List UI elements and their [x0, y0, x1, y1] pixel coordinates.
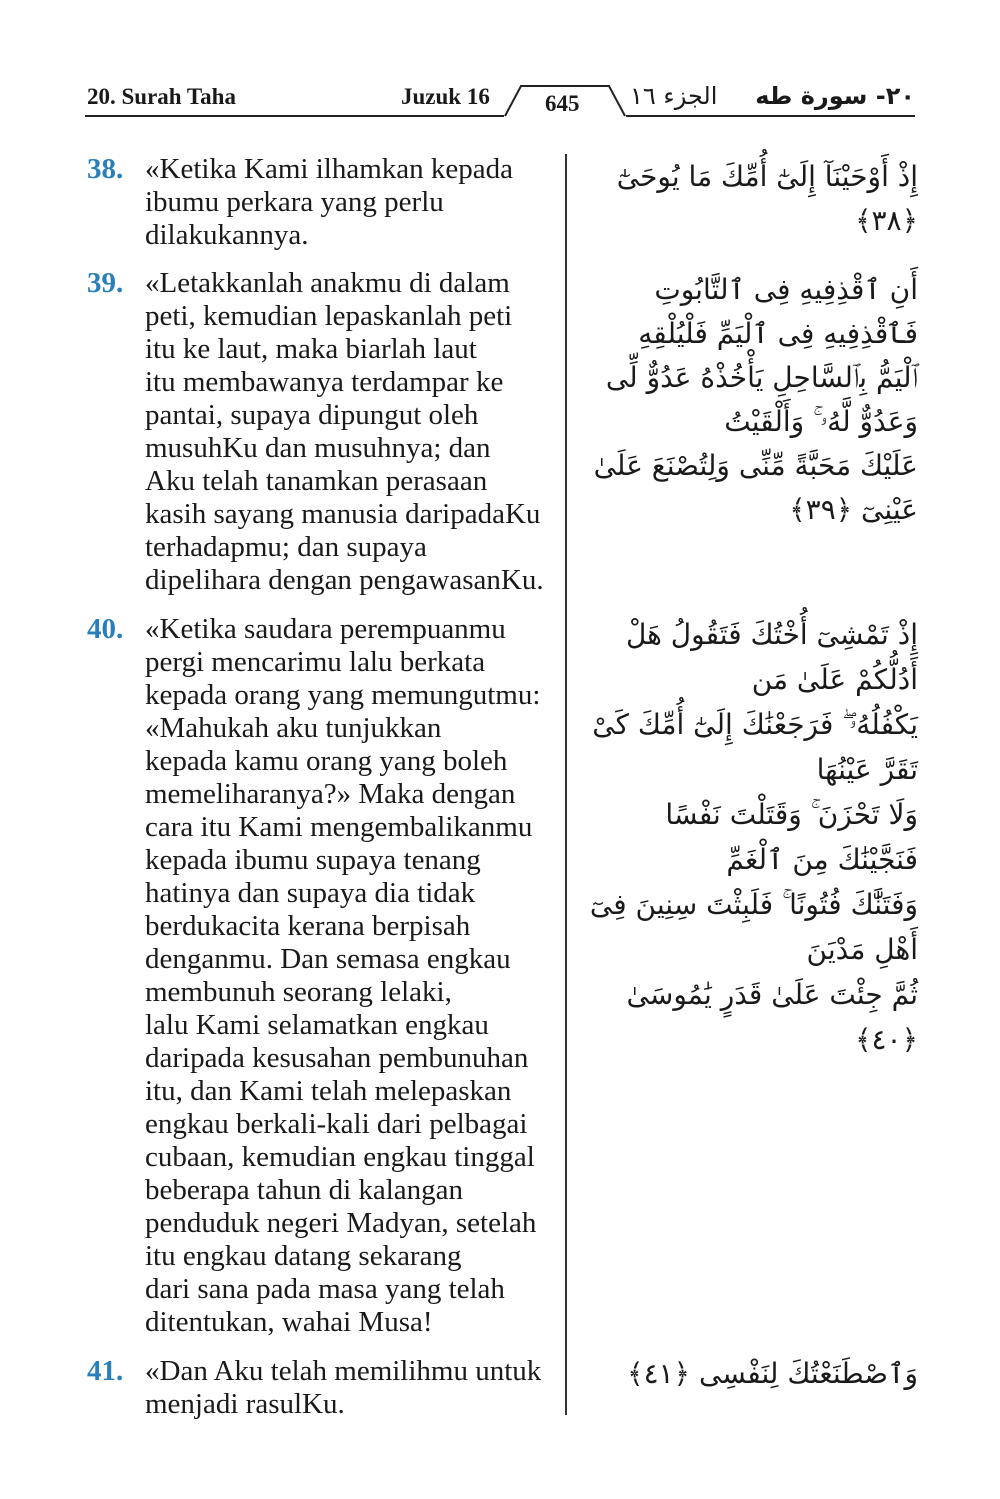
verse-translation: «Letakkanlah anakmu di dalam peti, kemudian lepaskanlah peti itu ke laut, maka biarlah laut itu membawanya terdampar ke pantai, supaya dipungut oleh musuhKu dan musuhnya; dan Aku telah tanamkan perasaan kasih sayang manusia daripadaKu terhadapmu; dan supaya dipelihara dengan pengawasanKu.	[145, 267, 544, 596]
header-surah-arabic: ٢٠- سورة طه	[755, 82, 915, 110]
verse-translation: «Ketika Kami ilhamkan kepada ibumu perkara yang perlu dilakukannya.	[145, 153, 514, 251]
column-divider	[565, 154, 567, 1415]
header-rule-left	[85, 115, 504, 117]
verse-number: 38.	[87, 153, 124, 185]
verse-number: 40.	[87, 613, 124, 645]
verse-38-arabic: إِذْ أَوْحَيْنَآ إِلَىٰٓ أُمِّكَ مَا يُوحَىٰٓ ﴿٣٨﴾	[616, 160, 918, 237]
verse-translation: «Ketika saudara perempuanmu pergi mencarimu lalu berkata kepada orang yang memungutmu: «Mahukah aku tunjukkan kepada kamu orang yang boleh memeliharanya?» Maka dengan cara itu Kami mengembalikanmu kepada ibumu supaya tenang hatinya dan supaya dia tidak berdukacita kerana berpisah denganmu. Dan semasa engkau membunuh seorang lelaki, lalu Kami selamatkan engkau daripada kesusahan pembunuhan itu, dan Kami telah melepaskan engkau berkali-kali dari pelbagai cubaan, kemudian engkau tinggal beberapa tahun di kalangan penduduk negeri Madyan, setelah itu engkau datang sekarang dari sana pada masa yang telah ditentukan, wahai Musa!	[145, 613, 541, 1338]
verse-number: 41.	[87, 1355, 124, 1387]
verse-translation: «Dan Aku telah memilihmu untuk menjadi rasulKu.	[145, 1355, 542, 1420]
page-number: 645	[545, 91, 580, 116]
verse-39-arabic: أَنِ ٱقْذِفِيهِ فِى ٱلتَّابُوتِ فَٱقْذِفِيهِ فِى ٱلْيَمِّ فَلْيُلْقِهِ ٱلْيَمُّ بِٱلسَّاحِلِ يَأْخُذْهُ عَدُوٌّ لِّى وَعَدُوٌّ لَّهُۥ ۚ وَأَلْقَيْتُ عَلَيْكَ مَحَبَّةً مِّنِّى وَلِتُصْنَعَ عَلَىٰ عَيْنِىٓ ﴿٣٩﴾	[593, 273, 918, 526]
verse-40-arabic: إِذْ تَمْشِىٓ أُخْتُكَ فَتَقُولُ هَلْ أَدُلُّكُمْ عَلَىٰ مَن يَكْفُلُهُۥ ۖ فَرَجَعْنَٰكَ إِلَىٰٓ أُمِّكَ كَىْ تَقَرَّ عَيْنُهَا وَلَا تَحْزَنَ ۚ وَقَتَلْتَ نَفْسًا فَنَجَّيْنَٰكَ مِنَ ٱلْغَمِّ وَفَتَنَّٰكَ فُتُونًا ۚ فَلَبِثْتَ سِنِينَ فِىٓ أَهْلِ مَدْيَنَ ثُمَّ جِئْتَ عَلَىٰ قَدَرٍ يَٰمُوسَىٰ ﴿٤٠﴾	[589, 618, 918, 1056]
header-juzuk: Juzuk 16	[401, 84, 490, 109]
header-juz-arabic: الجزء ١٦	[630, 82, 718, 110]
verse-41-arabic: وَٱصْطَنَعْتُكَ لِنَفْسِى ﴿٤١﴾	[627, 1357, 918, 1390]
verse-number: 39.	[87, 267, 124, 299]
header-surah-title: 20. Surah Taha	[87, 84, 236, 109]
header-rule-right	[626, 115, 915, 117]
